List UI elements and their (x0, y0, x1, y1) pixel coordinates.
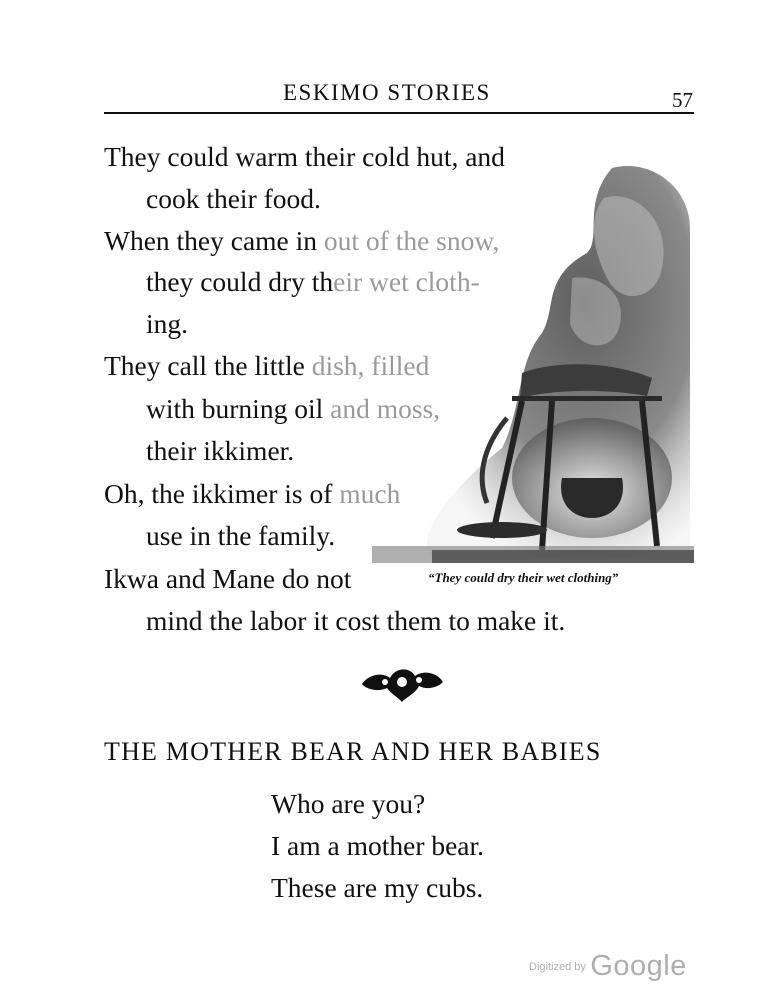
poem-line-1: Who are you? (271, 788, 426, 819)
body-line-3-dark: When they came in (104, 225, 318, 256)
figure-caption: “They could dry their wet clothing” (428, 570, 619, 585)
body-line-1: They could warm their cold hut, and (104, 141, 505, 172)
body-line-6-dark: They call the little (104, 350, 305, 381)
body-line-3-faded: out of the snow, (323, 225, 500, 256)
body-line-6 (104, 352, 429, 380)
body-line-9-dark: Oh, the ikkimer is of (104, 478, 333, 509)
watermark-brand: Google (590, 950, 687, 982)
body-line-9 (104, 480, 400, 508)
body-line-4 (146, 268, 480, 296)
body-line-10: use in the family. (146, 520, 336, 551)
body-line-5: ing. (146, 308, 189, 339)
watermark-prefix: Digitized by (529, 961, 586, 973)
page-number: 57 (672, 88, 693, 112)
body-line-12: mind the labor it cost them to make it. (146, 605, 566, 636)
running-head: ESKIMO STORIES (283, 80, 491, 105)
body-line-2: cook their food. (146, 183, 321, 214)
ornament-icon (357, 660, 447, 704)
body-line-11: Ikwa and Mane do not (104, 563, 352, 594)
body-line-4-faded: eir wet cloth- (333, 266, 480, 297)
watermark (529, 950, 687, 983)
body-line-7-dark: with burning oil (146, 393, 324, 424)
section-title: THE MOTHER BEAR AND HER BABIES (104, 737, 602, 766)
poem-line-2: I am a mother bear. (271, 830, 485, 861)
body-line-6-faded: dish, filled (311, 350, 430, 381)
poem-line-3: These are my cubs. (271, 872, 484, 903)
body-line-7-faded: and moss, (330, 393, 441, 424)
body-line-3 (104, 227, 499, 255)
body-line-9-faded: much (339, 478, 401, 509)
body-line-7 (146, 395, 440, 423)
body-line-8: their ikkimer. (146, 435, 295, 466)
header-rule (104, 112, 694, 114)
body-line-4-dark: they could dry th (146, 266, 334, 297)
